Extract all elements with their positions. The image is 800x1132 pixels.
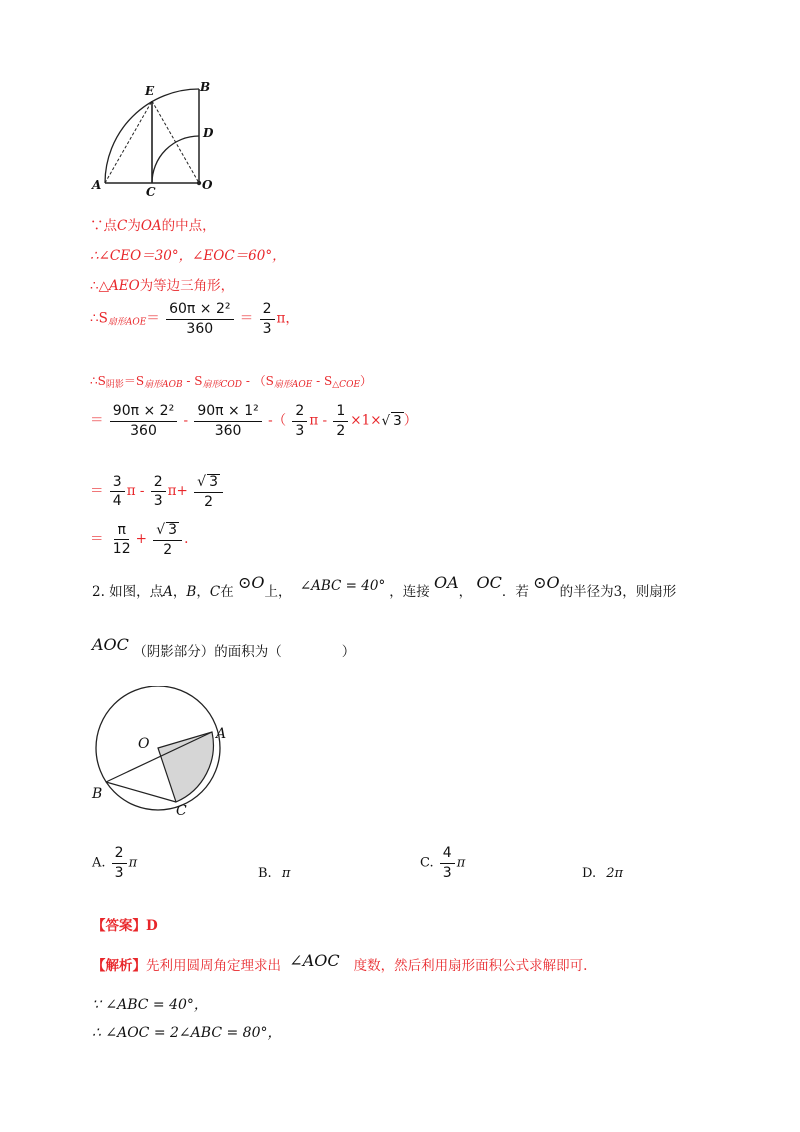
fig2-label-o: O	[138, 736, 150, 752]
fig2-label-c: C	[176, 803, 187, 819]
figure-circle-o	[86, 686, 236, 826]
sol1-line2: ∴∠CEO＝30°，∠EOC＝60°，	[90, 248, 286, 264]
point-o	[197, 181, 201, 185]
fig2-label-a: A	[216, 726, 227, 742]
sol1-line1: ∵点C为OA的中点，	[90, 218, 216, 234]
analysis-line: 【解析】先利用圆周角定理求出 ∠AOC 度数，然后利用扇形面积公式求解即可.	[92, 951, 588, 974]
sol1-line6: ＝ $\frac{\text{90π × 2²}}{360}$ - $\frac{\text{90π × 1²}}{360}$ -（ $\frac{2}{3}$ π - $\frac{1}{2}$ ×1×√ 3 ）	[90, 403, 418, 439]
label-b: B	[200, 80, 211, 94]
option-d[interactable]: D. 2π	[582, 866, 624, 881]
label-c: C	[146, 185, 156, 199]
answer-line: 【答案】D	[92, 918, 158, 934]
label-d: D	[203, 126, 214, 140]
option-b[interactable]: B. π	[258, 866, 291, 881]
sol1-line5: $\therefore S_{阴影}=S_{扇形AOB} - S_{扇形COD} - (S_{扇形AOE} - S_{\triangle COE})$	[90, 374, 373, 390]
option-a[interactable]: A. $\frac{2}{3}$ π	[92, 845, 138, 881]
sol1-line7: ＝ $\frac{3}{4}$ π - $\frac{2}{3}$ π+ $\frac{√ 3}{2}$	[90, 474, 225, 509]
fig2-label-b: B	[92, 786, 103, 802]
option-c[interactable]: C. $\frac{4}{3}$ π	[420, 845, 466, 881]
dashed-eo	[152, 101, 199, 183]
step-2: ∴ ∠AOC = 2∠ABC = 80°，	[92, 1025, 282, 1041]
question-2-stem-cont: AOC （阴影部分）的面积为（ ）	[92, 635, 356, 660]
arc-cd	[152, 136, 199, 183]
sol1-line4: $\therefore S_{扇形AOE}=$ $\frac{\text{60π × 2²}}{360}$ ＝ $\frac{2}{3}$ π，	[90, 301, 299, 337]
dashed-ae	[105, 101, 152, 183]
label-o: O	[202, 178, 213, 192]
segment-bc	[106, 782, 176, 802]
shaded-sector-aoc	[158, 732, 213, 802]
step-1: ∵ ∠ABC = 40°，	[92, 997, 208, 1013]
sol1-line3: ∴△AEO为等边三角形，	[90, 278, 235, 294]
question-2-stem: 2. 如图，点A，B，C在 ⊙O上， ∠ABC = 40° ，连接 OA， OC．若 ⊙O的半径为3，则扇形	[92, 573, 677, 600]
label-a: A	[92, 178, 102, 192]
sol1-line8: ＝ $\frac{\pi}{12}$ + $\frac{√ 3}{2}$ .	[90, 521, 189, 558]
label-e: E	[145, 84, 155, 98]
